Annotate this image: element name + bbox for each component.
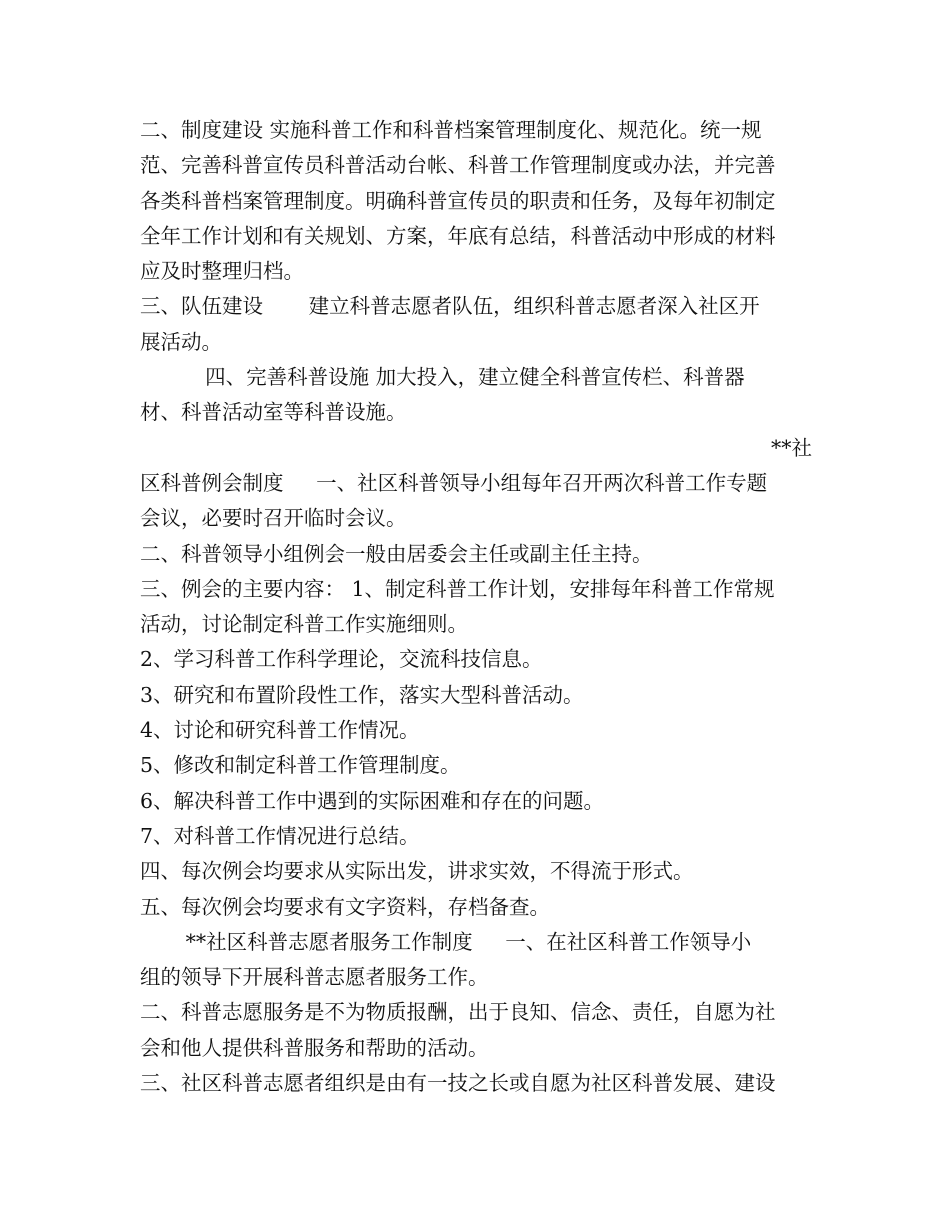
text-line: 6、解决科普工作中遇到的实际困难和存在的问题。: [140, 788, 605, 813]
text-line: 五、每次例会均要求有文字资料，存档备查。: [140, 894, 550, 919]
text-line: 材、科普活动室等科普设施。: [140, 400, 407, 425]
text-line: 四、完善科普设施 加大投入，建立健全科普宣传栏、科普器: [140, 365, 745, 390]
text-line: 应及时整理归档。: [140, 259, 304, 284]
text-line: 活动，讨论制定科普工作实施细则。: [140, 612, 468, 637]
text-line: 4、讨论和研究科普工作情况。: [140, 718, 420, 743]
text-line: 组的领导下开展科普志愿者服务工作。: [140, 965, 489, 990]
text-line: 范、完善科普宣传员科普活动台帐、科普工作管理制度或办法，并完善: [140, 153, 776, 178]
text-line: 三、社区科普志愿者组织是由有一技之长或自愿为社区科普发展、建设: [140, 1071, 776, 1096]
text-line: 全年工作计划和有关规划、方案，年底有总结，科普活动中形成的材料: [140, 223, 776, 248]
text-line: 三、例会的主要内容： 1、制定科普工作计划，安排每年科普工作常规: [140, 576, 775, 601]
text-line: 会议，必要时召开临时会议。: [140, 506, 407, 531]
text-line: 5、修改和制定科普工作管理制度。: [140, 753, 461, 778]
text-line: 二、科普志愿服务是不为物质报酬，出于良知、信念、责任，自愿为社: [140, 1000, 776, 1025]
text-line: 四、每次例会均要求从实际出发，讲求实效，不得流于形式。: [140, 859, 694, 884]
text-line: 三、队伍建设 建立科普志愿者队伍，组织科普志愿者深入社区开: [140, 294, 760, 319]
text-line: 2、学习科普工作科学理论，交流科技信息。: [140, 647, 543, 672]
text-line: 各类科普档案管理制度。明确科普宣传员的职责和任务，及每年初制定: [140, 188, 776, 213]
document-body: [140, 113, 812, 1101]
text-line: 会和他人提供科普服务和帮助的活动。: [140, 1035, 489, 1060]
text-line: 3、研究和布置阶段性工作，落实大型科普活动。: [140, 682, 584, 707]
text-line: 展活动。: [140, 329, 222, 354]
text-line: 二、科普领导小组例会一般由居委会主任或副主任主持。: [140, 541, 653, 566]
text-line: **社区科普志愿者服务工作制度 一、在社区科普工作领导小: [140, 929, 752, 954]
text-line: **社: [771, 435, 812, 460]
text-line: 7、对科普工作情况进行总结。: [140, 823, 420, 848]
text-line: 二、制度建设 实施科普工作和科普档案管理制度化、规范化。统一规: [140, 118, 762, 142]
text-line: 区科普例会制度 一、社区科普领导小组每年召开两次科普工作专题: [140, 470, 768, 495]
